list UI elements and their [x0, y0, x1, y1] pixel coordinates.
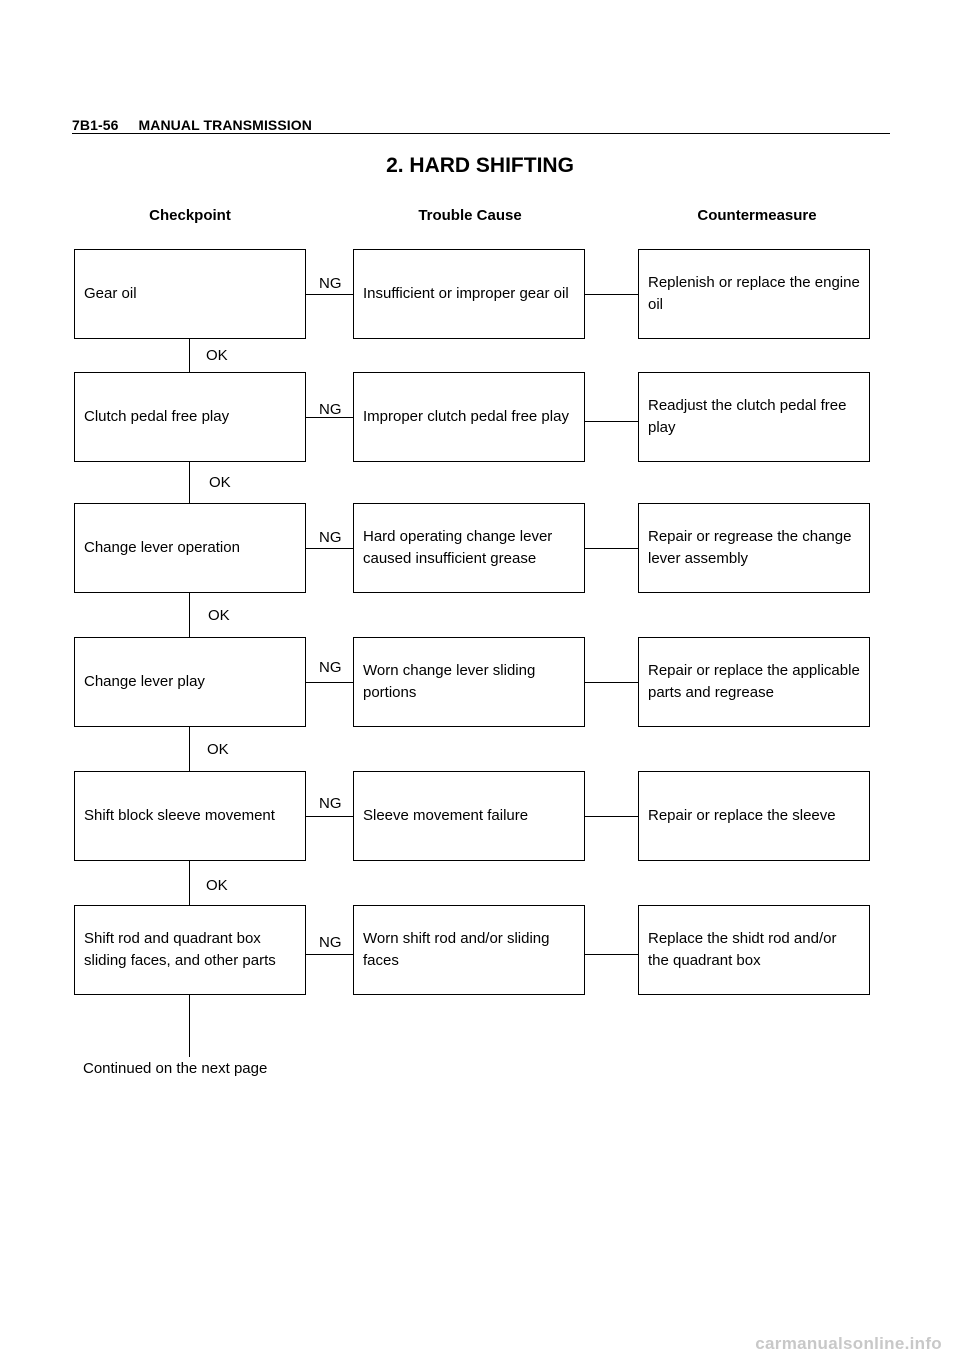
checkpoint-box: Clutch pedal free play	[74, 372, 306, 462]
cause-connector	[585, 294, 638, 295]
ok-connector	[189, 727, 190, 771]
countermeasure-box: Repair or replace the sleeve	[638, 771, 870, 861]
ng-label: NG	[319, 275, 342, 292]
cause-connector	[585, 682, 638, 683]
checkpoint-box: Shift rod and quadrant box sliding faces, and other parts	[74, 905, 306, 995]
checkpoint-box: Change lever operation	[74, 503, 306, 593]
countermeasure-box: Repair or regrease the change lever assembly	[638, 503, 870, 593]
cause-connector	[585, 548, 638, 549]
column-header-countermeasure: Countermeasure	[697, 207, 817, 224]
watermark: carmanualsonline.info	[755, 1334, 942, 1353]
ng-label: NG	[319, 529, 342, 546]
countermeasure-box: Replace the shidt rod and/or the quadrant box	[638, 905, 870, 995]
trouble-cause-box: Sleeve movement failure	[353, 771, 585, 861]
header-rule	[72, 133, 890, 134]
checkpoint-box: Shift block sleeve movement	[74, 771, 306, 861]
cause-connector	[585, 954, 638, 955]
ok-label: OK	[209, 474, 231, 491]
continuation-connector	[189, 995, 190, 1057]
trouble-cause-box: Hard operating change lever caused insufficient grease	[353, 503, 585, 593]
ok-label: OK	[207, 741, 229, 758]
ok-label: OK	[206, 877, 228, 894]
ng-label: NG	[319, 934, 342, 951]
column-header-checkpoint: Checkpoint	[149, 207, 231, 224]
ok-label: OK	[206, 347, 228, 364]
trouble-cause-box: Worn shift rod and/or sliding faces	[353, 905, 585, 995]
ng-label: NG	[319, 659, 342, 676]
checkpoint-box: Change lever play	[74, 637, 306, 727]
trouble-cause-box: Improper clutch pedal free play	[353, 372, 585, 462]
checkpoint-box: Gear oil	[74, 249, 306, 339]
ng-connector	[306, 548, 353, 549]
continued-note: Continued on the next page	[83, 1060, 268, 1077]
countermeasure-box: Replenish or replace the engine oil	[638, 249, 870, 339]
ng-label: NG	[319, 401, 342, 418]
ok-connector	[189, 861, 190, 905]
section-title: 2. HARD SHIFTING	[386, 154, 574, 177]
ng-connector	[306, 294, 353, 295]
ok-connector	[189, 593, 190, 637]
column-header-trouble-cause: Trouble Cause	[418, 207, 522, 224]
ng-connector	[306, 682, 353, 683]
cause-connector	[585, 421, 638, 422]
ng-label: NG	[319, 795, 342, 812]
countermeasure-box: Repair or replace the applicable parts and regrease	[638, 637, 870, 727]
cause-connector	[585, 816, 638, 817]
trouble-cause-box: Worn change lever sliding portions	[353, 637, 585, 727]
ok-label: OK	[208, 607, 230, 624]
trouble-cause-box: Insufficient or improper gear oil	[353, 249, 585, 339]
ok-connector	[189, 339, 190, 372]
ok-connector	[189, 462, 190, 503]
page-header: 7B1-56 MANUAL TRANSMISSION	[72, 117, 312, 133]
ng-connector	[306, 816, 353, 817]
ng-connector	[306, 954, 353, 955]
countermeasure-box: Readjust the clutch pedal free play	[638, 372, 870, 462]
